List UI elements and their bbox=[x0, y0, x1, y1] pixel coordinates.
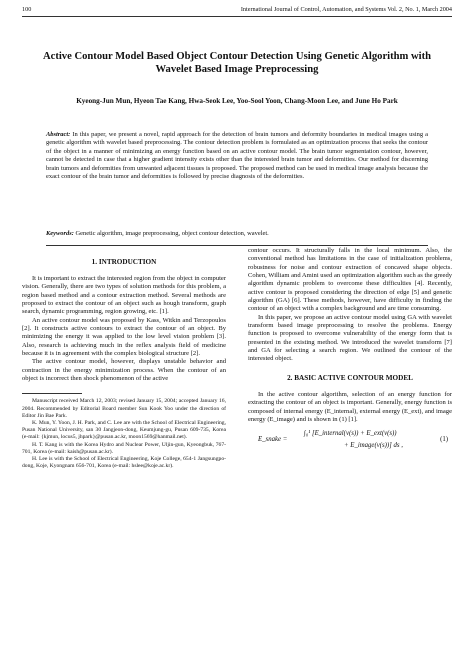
keywords-label: Keywords: bbox=[46, 230, 74, 237]
equation-lhs: E_snake = bbox=[258, 436, 288, 444]
abstract bbox=[46, 131, 428, 181]
footnote: H. T. Kang is with the Korea Hydro and Nuclear Power, Uljin-gun, Kyeongbuk, 767-701, Korea (e-mail: kaish@pusan.ac.kr). bbox=[22, 441, 226, 455]
footnote: K. Mun, Y. Yoon, J. H. Park, and C. Lee are with the School of Electrical Engineering, Pusan National University, san 30 Jangjeon-dong, Keumjung-gu, Pusan 609-735, Korea (e-mail: {kjmun, locus5, jhpark}@pusan.ac.kr, moon1569@hanmail.net). bbox=[22, 420, 226, 441]
right-column bbox=[248, 247, 452, 652]
intro-paragraph: In this paper, we propose an active contour model using GA with wavelet transform based image preprocessing to resolve the problems. Energy function is proposed to overcome vulnerability of the energy form that is presented in the existing method. We introduced the wavelet transform [7] and GA for selecting a search region. We outlined the contour of the interested object. bbox=[248, 313, 452, 363]
keywords-text: Genetic algorithm, image preprocessing, object contour detection, wavelet. bbox=[75, 230, 269, 237]
section-heading-basic-active-contour-model: 2. BASIC ACTIVE CONTOUR MODEL bbox=[287, 373, 413, 382]
equation-number: (1) bbox=[440, 436, 448, 444]
paper-authors: Kyeong-Jun Mun, Hyeon Tae Kang, Hwa-Seok Lee, Yoo-Sool Yoon, Chang-Moon Lee, and June Ho Park bbox=[76, 97, 398, 105]
footnote: H. Lee is with the School of Electrical Engineering, Koje College, 654-1 Jangsungpo-dong, Koje, Kyongnam 656-701, Korea (e-mail: hslee@koje.ac.kr). bbox=[22, 456, 226, 470]
left-column bbox=[22, 258, 226, 658]
intro-paragraph-continued: contour occurs. It structurally falls in the local minimum. Also, the conventional method has limitations in the case of initialization problems, robustness for noise and contour extraction of concaved shape objects. Cohen, William and Amini used an optimization algorithm such as the greedy algorithm dynamic problem to overcome these difficulties [4]. Recently, active contour is proposed considering the direction of edge [5] and genetic algorithm (GA) [6]. These methods, however, have difficulty in finding the contour of an object with a complex background and are time consuming. bbox=[248, 247, 452, 313]
intro-paragraph: An active contour model was proposed by Kass, Witkin and Terzopoulos [2]. It constructs active contours to extract the contour of an object. By minimizing the energy it was applied to the low level vision problem [3]. Also, research is achieving much in the reflex analysis field of medicine because it is in agreement with the complex biological structure [2]. bbox=[22, 316, 226, 358]
page-number: 100 bbox=[22, 6, 32, 13]
running-header bbox=[22, 6, 452, 14]
equation-1 bbox=[248, 430, 452, 458]
keywords-rule bbox=[46, 245, 428, 246]
section2-paragraph: In the active contour algorithm, selection of an energy function for extracting the contour of an object is important. Generally, energy function is composed of internal energy (E_internal), external energy (E_ext), and image energy (E_image) and is shown in (1) [1]. bbox=[248, 390, 452, 423]
intro-paragraph: It is important to extract the interested region from the object in computer vision. Generally, there are two types of solution methods for this problem, a region based method and a contour extraction method. Several methods are proposed to extract the contour of an object such as hough transform, graph search, dynamic programming, region growing, etc. [1]. bbox=[22, 275, 226, 316]
footnote-rule bbox=[22, 393, 82, 394]
abstract-text: In this paper, we present a novel, rapid approach for the detection of brain tumors and deformity boundaries in medical images using a genetic algorithm with wavelet based preprocessing. The contour detection problem is formulated as an optimization process that seeks the contour of the object in a manner of minimizing an energy function based on an active contour model. The brain tumor segmentation contour, however, cannot be detected in case that a higher gradient intensity exists other than the interested brain tumor and deformities. Our method for discerning brain tumors and deformities from unwanted adjacent tissues is proposed. The proposed method can be used in medical image analysis because the exact contour of the brain tumor and deformities is followed by precise diagnosis of the deformities. bbox=[46, 131, 429, 181]
section-heading-introduction: 1. INTRODUCTION bbox=[91, 258, 157, 266]
abstract-label: Abstract: bbox=[46, 131, 71, 138]
footnote: Manuscript received March 12, 2003; revised January 15, 2004; accepted January 16, 2004. Recommended by Editorial Board member Sun Kook Yoo under the direction of Editor Jin Bae Park. bbox=[22, 398, 226, 419]
keywords bbox=[46, 230, 428, 238]
journal-name: International Journal of Control, Automation, and Systems Vol. 2, No. 1, March 2004 bbox=[240, 6, 452, 13]
equation-line-1: ∫₀¹ [E_internal(v(s)) + E_ext(v(s)) bbox=[304, 430, 397, 438]
header-rule bbox=[22, 16, 452, 17]
equation-line-2: + E_image(v(s))] ds , bbox=[344, 442, 403, 450]
intro-paragraph: The active contour model, however, displays unstable behavior and contraction in the energy minimization process. When the contour of an object is incorrect then shock phenomenon of the active bbox=[22, 358, 226, 383]
paper-title: Active Contour Model Based Object Contour Detection Using Genetic Algorithm with Wavelet Based Image Preprocessing bbox=[42, 51, 431, 75]
